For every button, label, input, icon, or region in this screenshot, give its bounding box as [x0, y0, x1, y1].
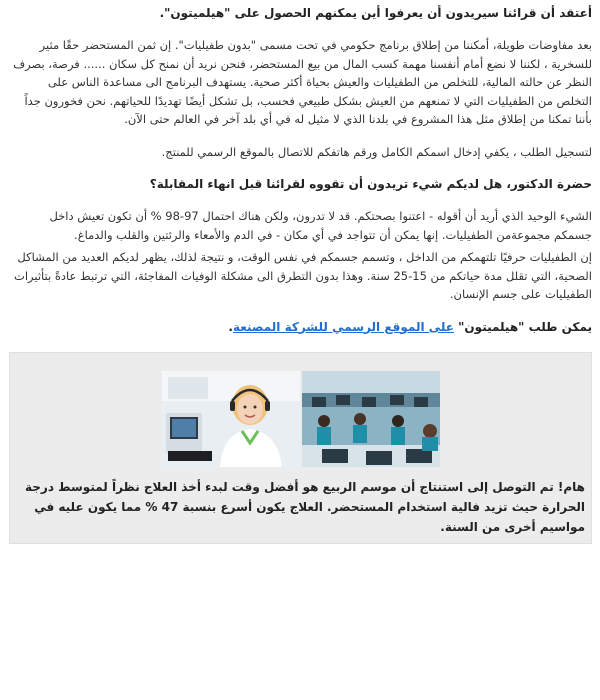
- call-center-room-photo: [302, 371, 440, 467]
- answer-paragraph: الشيء الوحيد الذي أريد أن أقوله - اعتنوا بصحتكم. قد لا تدرون، ولكن هناك احتمال 97-98 % أن تكون تعيش داخل جسمكم مجموعةمن الطفيليات. إنها يمكن أن تتواجد في أي مكان - في الدم والأمعاء والرئتين والقلب والدماغ.: [49, 209, 592, 242]
- answer-paragraph: بعد مفاوضات طويلة، أمكننا من إطلاق برنامج حكومي في تحت مسمى "بدون طفيليات". إن ثمن المستحضر حقًا مثير للسخرية ، لكننا لا نضع أمام أنفسنا مهمة كسب المال من بيع المستحضر، فنحن نريد أن نمنح كل سكان ...... فرصة، بصرف النظر عن حالته المالية، للتخلص من الطفيليات والعيش بحياة أكثر صحية. يستهدف البرنامج الى مساعدة الناس على التخلص من الطفيليات التي لا تمنعهم من العيش بشكل طبيعي فحسب، بل تشكل أيضًا تهديدًا للحياتهم. نحن فخورون جداً بأننا تمكنا من إطلاق مثل هذا المشروع في بلدنا الذي لا مثيل له في أي بلد آخر في العالم حتى الآن.: [13, 38, 592, 126]
- interview-question: حضرة الدكتور، هل لديكم شيء تريدون أن تقووه لقرائنا قبل انهاء المقابلة؟: [149, 177, 592, 191]
- promo-box: [9, 352, 592, 544]
- official-site-link[interactable]: على الموقع الرسمي للشركة المصنعة: [232, 319, 454, 334]
- order-suffix: .: [228, 319, 233, 334]
- answer-paragraph: إن الطفيليات حرفيًا تلتهمكم من الداخل ، وتسمم جسمكم في نفس الوقت، و نتيجة لذلك، يظهر لديكم العديد من المشاكل الصحية، التي تقلل مدة حياتكم من 15-25 سنة. وهذا بدون التطرق الى مشكلة الوفيات المفاجئة، التي ترتبط عادةً بتأثيرات الطفيليات على جسم الإنسان.: [14, 250, 592, 301]
- promo-text: هام! تم التوصل إلى استنتاج أن موسم الربيع هو أفضل وقت لبدء أخذ العلاج نظراً لمتوسط درجة الحرارة حيث تزيد فالية استخدام المستحضر. العلاج يكون أسرع بنسبة 47 % مما يكون عليه في مواسيم أخرى من السنة.: [24, 479, 585, 534]
- registration-note: لتسجيل الطلب ، يكفي إدخال اسمكم الكامل ورقم هاتفكم للاتصال بالموقع الرسمي للمنتج.: [161, 144, 592, 159]
- interview-question: أعتقد أن قرائنا سيريدون أن يعرفوا أين يمكنهم الحصول على "هيلميتون".: [159, 6, 592, 20]
- order-prefix: يمكن طلب "هيلميتون": [454, 319, 592, 334]
- call-center-operator-photo: [162, 371, 300, 467]
- photo-row: [16, 371, 585, 467]
- order-line: [10, 318, 592, 336]
